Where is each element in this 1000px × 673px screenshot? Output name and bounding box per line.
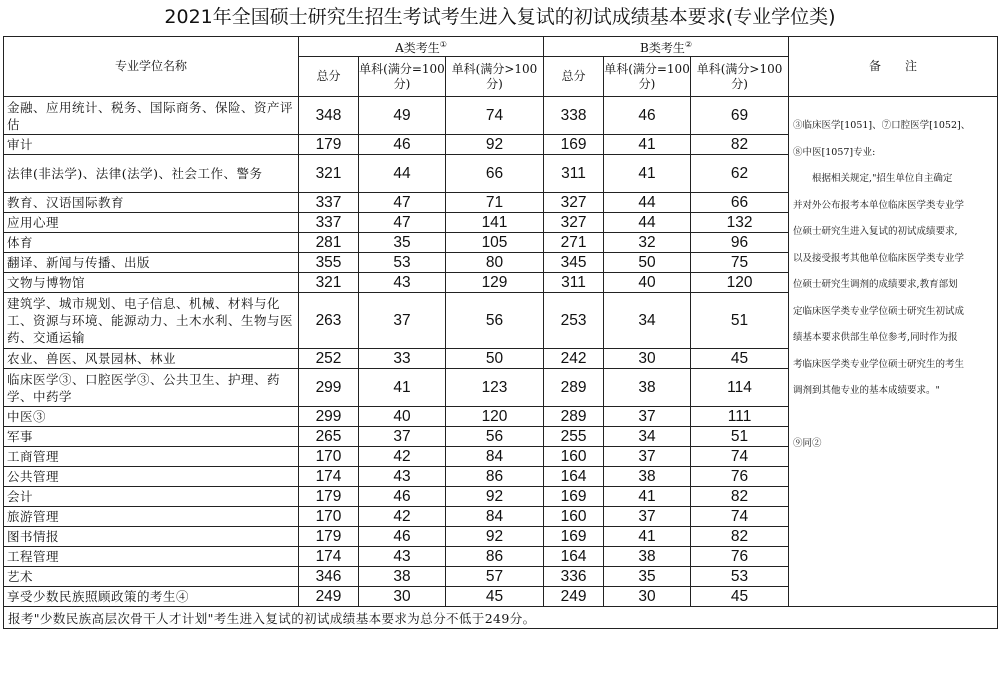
score-table (3, 36, 998, 629)
score-b-total: 345 (544, 253, 604, 273)
score-b-single-100: 32 (604, 233, 691, 253)
score-a-single-gt100: 141 (446, 213, 544, 233)
score-b-total: 336 (544, 567, 604, 587)
score-b-single-100: 38 (604, 369, 691, 407)
header-b-single-gt100: 单科(满分>100分) (691, 57, 789, 97)
degree-name: 中医③ (4, 407, 299, 427)
score-b-total: 253 (544, 293, 604, 349)
score-a-single-100: 46 (359, 135, 446, 155)
score-a-single-gt100: 50 (446, 349, 544, 369)
remarks-line: 调剂到其他专业的基本成绩要求。" (793, 385, 940, 396)
score-a-total: 179 (299, 527, 359, 547)
score-b-single-100: 50 (604, 253, 691, 273)
score-a-single-gt100: 84 (446, 507, 544, 527)
remarks-line: 并对外公布报考本单位临床医学类专业学 (793, 199, 965, 211)
score-b-single-100: 41 (604, 487, 691, 507)
remarks-line: 根据相关规定,"招生单位自主确定 (793, 173, 953, 184)
degree-name: 教育、汉语国际教育 (4, 193, 299, 213)
degree-name: 金融、应用统计、税务、国际商务、保险、资产评估 (4, 97, 299, 135)
degree-name: 图书情报 (4, 527, 299, 547)
score-b-single-gt100: 82 (691, 135, 789, 155)
score-b-single-gt100: 74 (691, 447, 789, 467)
score-b-single-100: 41 (604, 527, 691, 547)
score-a-single-gt100: 92 (446, 487, 544, 507)
score-b-total: 289 (544, 407, 604, 427)
degree-name: 享受少数民族照顾政策的考生④ (4, 587, 299, 607)
footer-row (4, 607, 998, 629)
score-b-single-gt100: 132 (691, 213, 789, 233)
score-a-single-gt100: 57 (446, 567, 544, 587)
score-a-single-100: 41 (359, 369, 446, 407)
score-b-single-100: 30 (604, 587, 691, 607)
header-remarks: 备 注 (789, 37, 998, 97)
score-a-single-gt100: 56 (446, 293, 544, 349)
score-b-single-gt100: 75 (691, 253, 789, 273)
score-a-total: 355 (299, 253, 359, 273)
score-a-single-gt100: 92 (446, 135, 544, 155)
score-a-total: 281 (299, 233, 359, 253)
score-b-single-gt100: 96 (691, 233, 789, 253)
score-b-single-gt100: 74 (691, 507, 789, 527)
score-b-single-100: 35 (604, 567, 691, 587)
score-b-single-gt100: 76 (691, 547, 789, 567)
score-b-single-100: 34 (604, 427, 691, 447)
score-b-single-gt100: 66 (691, 193, 789, 213)
score-a-single-gt100: 86 (446, 547, 544, 567)
score-a-total: 265 (299, 427, 359, 447)
score-b-total: 242 (544, 349, 604, 369)
remarks-extra: ⑨同② (793, 437, 822, 449)
score-a-total: 321 (299, 155, 359, 193)
score-b-total: 255 (544, 427, 604, 447)
degree-name: 军事 (4, 427, 299, 447)
header-a-single-gt100: 单科(满分>100分) (446, 57, 544, 97)
score-a-single-100: 38 (359, 567, 446, 587)
score-a-single-gt100: 66 (446, 155, 544, 193)
score-a-single-gt100: 45 (446, 587, 544, 607)
score-b-total: 338 (544, 97, 604, 135)
score-a-single-100: 37 (359, 427, 446, 447)
score-b-single-gt100: 51 (691, 293, 789, 349)
degree-name: 临床医学③、口腔医学③、公共卫生、护理、药学、中药学 (4, 369, 299, 407)
remarks-cell (789, 97, 998, 607)
score-a-single-100: 33 (359, 349, 446, 369)
score-a-total: 346 (299, 567, 359, 587)
header-b-total: 总分 (544, 57, 604, 97)
degree-name: 应用心理 (4, 213, 299, 233)
remarks-line: 以及接受报考其他单位临床医学类专业学 (793, 252, 965, 264)
score-a-single-gt100: 129 (446, 273, 544, 293)
score-b-single-gt100: 114 (691, 369, 789, 407)
score-b-total: 169 (544, 135, 604, 155)
score-a-total: 252 (299, 349, 359, 369)
score-a-total: 348 (299, 97, 359, 135)
score-a-single-100: 46 (359, 527, 446, 547)
score-a-total: 179 (299, 487, 359, 507)
score-a-single-100: 46 (359, 487, 446, 507)
score-b-total: 169 (544, 487, 604, 507)
score-b-single-gt100: 45 (691, 349, 789, 369)
degree-name: 文物与博物馆 (4, 273, 299, 293)
score-b-total: 169 (544, 527, 604, 547)
score-b-single-100: 41 (604, 135, 691, 155)
degree-name: 农业、兽医、风景园林、林业 (4, 349, 299, 369)
score-a-single-100: 35 (359, 233, 446, 253)
degree-name: 工商管理 (4, 447, 299, 467)
score-b-single-100: 38 (604, 467, 691, 487)
score-b-total: 271 (544, 233, 604, 253)
score-a-single-100: 37 (359, 293, 446, 349)
score-b-single-100: 37 (604, 407, 691, 427)
remarks-line: ⑧中医[1057]专业: (793, 146, 876, 158)
remarks-line: ③临床医学[1051]、⑦口腔医学[1052]、 (793, 120, 971, 131)
degree-name: 艺术 (4, 567, 299, 587)
header-name-col: 专业学位名称 (4, 37, 299, 97)
score-a-single-gt100: 92 (446, 527, 544, 547)
score-b-single-100: 37 (604, 507, 691, 527)
degree-name: 翻译、新闻与传播、出版 (4, 253, 299, 273)
score-a-single-100: 53 (359, 253, 446, 273)
score-b-total: 249 (544, 587, 604, 607)
score-b-single-100: 46 (604, 97, 691, 135)
score-a-total: 174 (299, 467, 359, 487)
score-a-single-gt100: 105 (446, 233, 544, 253)
score-b-single-gt100: 111 (691, 407, 789, 427)
score-b-total: 160 (544, 447, 604, 467)
score-b-total: 164 (544, 547, 604, 567)
score-a-total: 337 (299, 213, 359, 233)
degree-name: 建筑学、城市规划、电子信息、机械、材料与化工、资源与环境、能源动力、土木水利、生物与医药、交通运输 (4, 293, 299, 349)
remarks-line: 位硕士研究生调剂的成绩要求,教育部划 (793, 279, 958, 290)
score-b-single-100: 37 (604, 447, 691, 467)
score-b-single-100: 30 (604, 349, 691, 369)
score-b-single-gt100: 69 (691, 97, 789, 135)
score-a-single-100: 47 (359, 213, 446, 233)
score-b-total: 311 (544, 155, 604, 193)
page-title: 2021年全国硕士研究生招生考试考生进入复试的初试成绩基本要求(专业学位类) (164, 6, 836, 28)
score-a-total: 174 (299, 547, 359, 567)
score-b-single-100: 38 (604, 547, 691, 567)
score-b-single-gt100: 53 (691, 567, 789, 587)
score-a-total: 299 (299, 369, 359, 407)
score-b-total: 289 (544, 369, 604, 407)
score-b-single-gt100: 82 (691, 487, 789, 507)
score-b-single-gt100: 120 (691, 273, 789, 293)
score-a-total: 321 (299, 273, 359, 293)
score-a-single-gt100: 120 (446, 407, 544, 427)
footer-note: 报考"少数民族高层次骨干人才计划"考生进入复试的初试成绩基本要求为总分不低于249分。 (4, 607, 998, 629)
header-group-b: B类考生② (544, 37, 789, 57)
score-a-single-100: 47 (359, 193, 446, 213)
score-b-single-100: 34 (604, 293, 691, 349)
score-a-total: 179 (299, 135, 359, 155)
header-a-total: 总分 (299, 57, 359, 97)
score-b-single-100: 40 (604, 273, 691, 293)
score-a-single-100: 43 (359, 547, 446, 567)
header-a-single-100: 单科(满分=100分) (359, 57, 446, 97)
score-b-total: 327 (544, 213, 604, 233)
remarks-line: 绩基本要求供部生单位参考,同时作为报 (793, 332, 958, 343)
score-b-total: 160 (544, 507, 604, 527)
score-b-total: 327 (544, 193, 604, 213)
score-a-single-gt100: 74 (446, 97, 544, 135)
score-a-total: 299 (299, 407, 359, 427)
header-group-a: A类考生① (299, 37, 544, 57)
degree-name: 法律(非法学)、法律(法学)、社会工作、警务 (4, 155, 299, 193)
degree-name: 审计 (4, 135, 299, 155)
degree-name: 旅游管理 (4, 507, 299, 527)
score-b-single-100: 44 (604, 213, 691, 233)
score-b-single-gt100: 82 (691, 527, 789, 547)
remarks-line: 定临床医学类专业学位硕士研究生初试成 (793, 305, 965, 317)
score-b-total: 164 (544, 467, 604, 487)
score-a-single-gt100: 56 (446, 427, 544, 447)
score-a-single-gt100: 80 (446, 253, 544, 273)
score-b-single-100: 44 (604, 193, 691, 213)
score-a-single-100: 40 (359, 407, 446, 427)
score-a-single-gt100: 123 (446, 369, 544, 407)
score-b-single-gt100: 45 (691, 587, 789, 607)
header-b-single-100: 单科(满分=100分) (604, 57, 691, 97)
score-a-single-100: 43 (359, 273, 446, 293)
score-a-single-100: 43 (359, 467, 446, 487)
table-row (4, 97, 998, 135)
score-a-single-100: 42 (359, 507, 446, 527)
degree-name: 会计 (4, 487, 299, 507)
degree-name: 体育 (4, 233, 299, 253)
remarks-line: 位硕士研究生进入复试的初试成绩要求, (793, 226, 958, 237)
degree-name: 公共管理 (4, 467, 299, 487)
score-a-total: 170 (299, 507, 359, 527)
degree-name: 工程管理 (4, 547, 299, 567)
score-a-total: 249 (299, 587, 359, 607)
score-b-single-gt100: 62 (691, 155, 789, 193)
score-a-single-gt100: 86 (446, 467, 544, 487)
score-a-single-100: 30 (359, 587, 446, 607)
remarks-line: 考临床医学类专业学位硕士研究生的考生 (793, 358, 965, 370)
score-a-total: 337 (299, 193, 359, 213)
score-a-total: 170 (299, 447, 359, 467)
score-a-single-100: 49 (359, 97, 446, 135)
score-b-total: 311 (544, 273, 604, 293)
score-b-single-100: 41 (604, 155, 691, 193)
score-b-single-gt100: 51 (691, 427, 789, 447)
score-a-single-gt100: 84 (446, 447, 544, 467)
score-a-single-100: 44 (359, 155, 446, 193)
score-a-total: 263 (299, 293, 359, 349)
score-a-single-gt100: 71 (446, 193, 544, 213)
score-a-single-100: 42 (359, 447, 446, 467)
score-b-single-gt100: 76 (691, 467, 789, 487)
